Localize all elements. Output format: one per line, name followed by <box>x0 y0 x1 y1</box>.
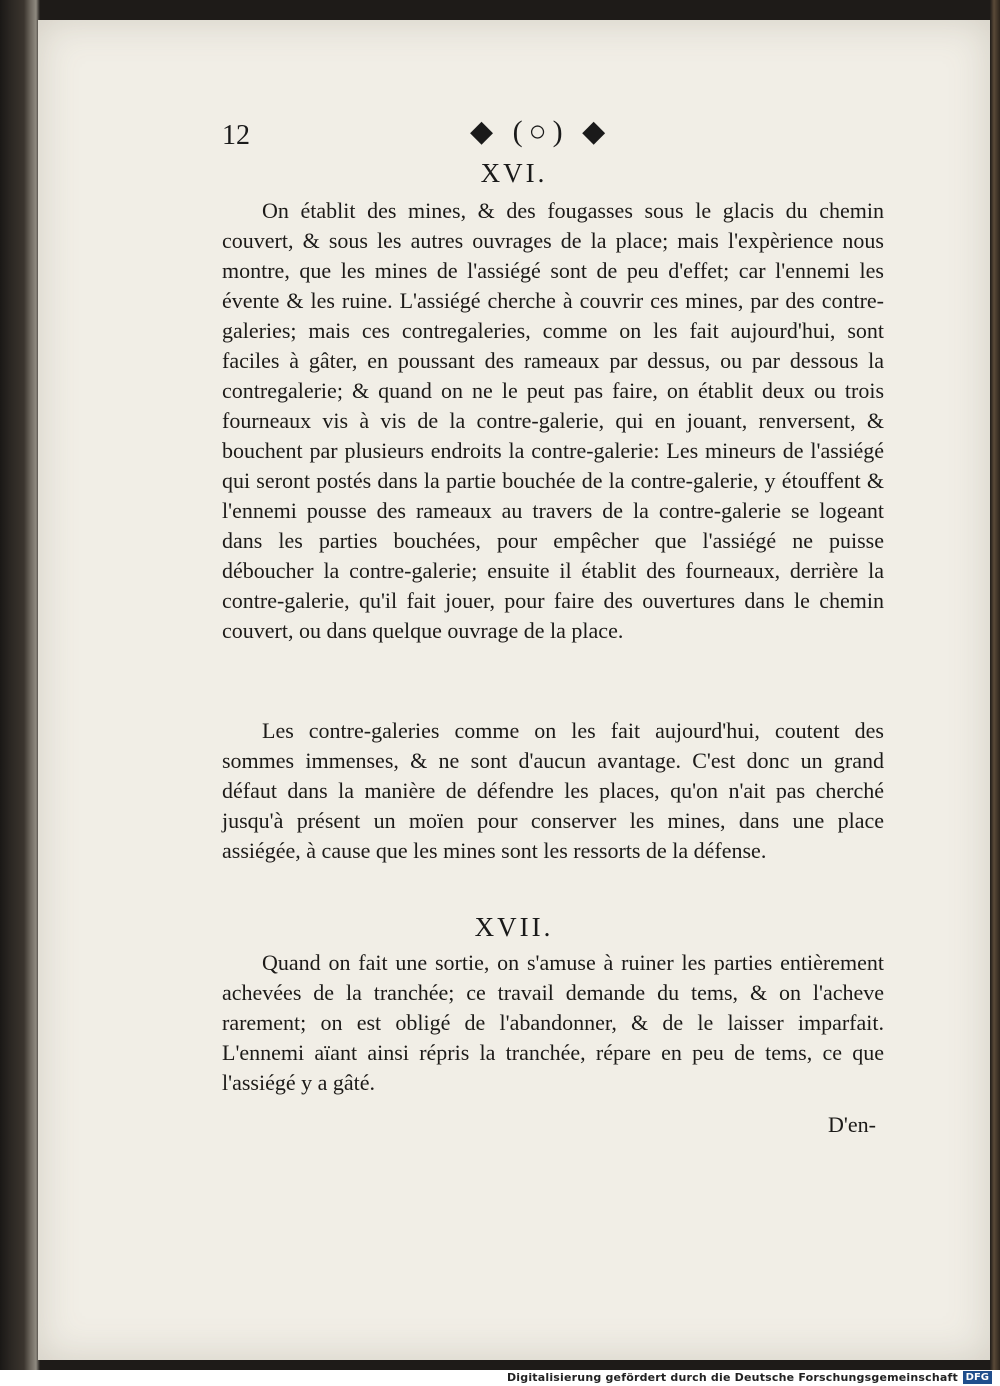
section-heading-xvi: XVI. <box>480 158 548 188</box>
paragraph: Quand on fait une sortie, on s'amuse à ruiner les parties entièrement achevées de la tranchée; ce travail demande du tems, & on l'acheve rarement; on est obligé de l'abandonner, & de le laisser imparfait. L'ennemi aïant ainsi répris la tranchée, répare en peu de tems, ce que l'assiégé y a gâté. <box>222 950 884 1095</box>
section-xvi-body-2 <box>222 716 884 866</box>
running-head-ornament: ◆ (○) ◆ <box>470 115 612 148</box>
page-number: 12 <box>222 120 250 151</box>
section-heading-xvii: XVII. <box>474 912 554 942</box>
catchword: D'en- <box>828 1112 876 1137</box>
paragraph: On établit des mines, & des fougasses sous le glacis du chemin couvert, & sous les autres ouvrages de la place; mais l'expèrience nous montre, que les mines de l'assiégé sont de peu d'effet; car l'ennemi les évente & les ruine. L'assiégé cherche à couvrir ces mines, par des contre-galeries; mais ces contregaleries, comme on les fait aujourd'hui, sont faciles à gâter, en poussant des rameaux par dessus, ou par dessous la contregalerie; & quand on ne le peut pas faire, on établit deux ou trois fourneaux vis à vis de la contre-galerie, qui en jouant, renversent, & bouchent par plusieurs endroits la contre-galerie: Les mineurs de l'assiégé qui seront postés dans la partie bouchée de la contre-galerie, y étouffent & l'ennemi pousse des rameaux au travers de la contre-galerie se logeant dans les parties bouchées, pour empêcher que l'assiégé ne puisse déboucher la contre-galerie; ensuite il établit des fourneaux, derrière la contre-galerie, qu'il fait jouer, pour faire des ouvertures dans le chemin couvert, ou dans quelque ouvrage de la place. <box>222 198 884 643</box>
section-xvi-body <box>222 196 884 646</box>
section-xvii-body <box>222 948 884 1098</box>
paragraph: Les contre-galeries comme on les fait aujourd'hui, coutent des sommes immenses, & ne sont d'aucun avantage. C'est donc un grand défaut dans la manière de défendre les places, qu'on n'ait pas cherché jusqu'à présent un moïen pour conserver les mines, dans une place assiégée, à cause que les mines sont les ressorts de la défense. <box>222 718 884 863</box>
digitization-credit: Digitalisierung gefördert durch die Deutsche Forschungsgemeinschaft <box>506 1371 958 1384</box>
dfg-logo: DFG <box>963 1371 992 1384</box>
